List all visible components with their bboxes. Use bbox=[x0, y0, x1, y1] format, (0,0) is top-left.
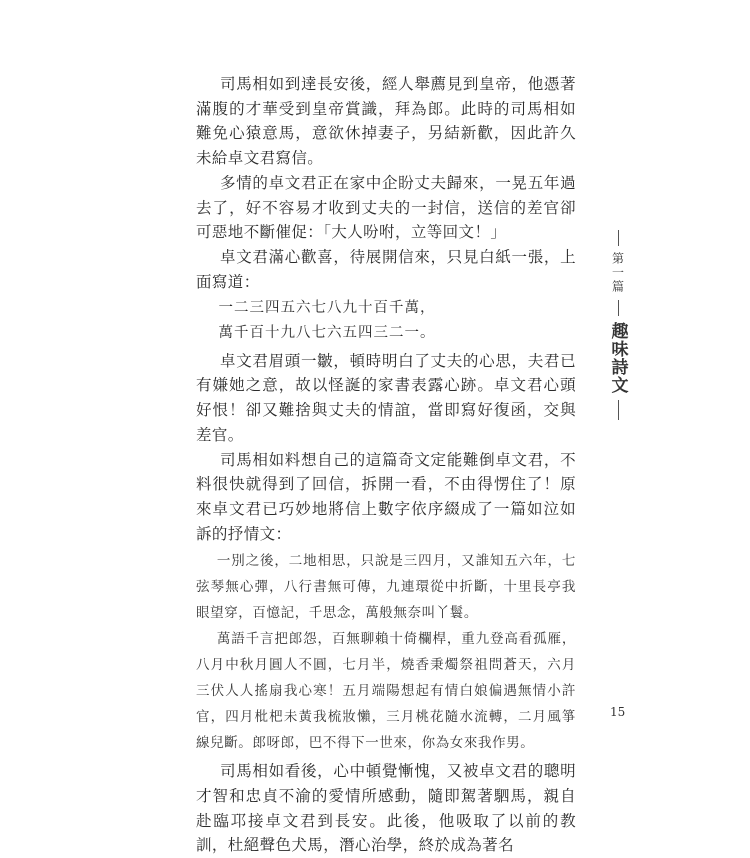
chapter-label: 第一篇 bbox=[610, 252, 625, 294]
numbers-line-1: 一二三四五六七八九十百千萬， bbox=[218, 300, 436, 317]
paragraph-5: 司馬相如料想自己的這篇奇文定能難倒卓文君，不料很快就得到了回信，拆開一看，不由得愣住了！原來卓文君已巧妙地將信上數字依序綴成了一篇如泣如訴的抒情文： bbox=[196, 450, 576, 543]
paragraph-6: 司馬相如看後，心中頓覺慚愧，又被卓文君的聰明才智和忠貞不渝的愛情所感動，隨即駕著駟馬，親自赴臨邛接卓文君到長安。此後，他吸取了以前的教訓，杜絕聲色犬馬，潛心治學，終於成為著名 bbox=[196, 762, 576, 855]
letter-stanza-2: 萬語千言把郎怨，百無聊賴十倚欄桿，重九登高看孤雁，八月中秋月圓人不圓，七月半，燒香秉燭祭祖問蒼天，六月三伏人人搖扇我心寒！五月端陽想起有情白娘偏遇無情小許官，四月枇杷未黃我梳妝懶，三月桃花隨水流轉，二月風箏線兒斷。郎呀郎，巴不得下一世來，你為女來我作男。 bbox=[196, 631, 576, 752]
paragraph-2: 多情的卓文君正在家中企盼丈夫歸來，一晃五年過去了，好不容易才收到丈夫的一封信，送信的差官卻可惡地不斷催促：「大人吩咐，立等回文！」 bbox=[196, 173, 576, 242]
numbers-line-2: 萬千百十九八七六五四三二一。 bbox=[218, 325, 436, 342]
chapter-sidebar bbox=[604, 230, 632, 420]
paragraph-4: 卓文君眉頭一皺，頓時明白了丈夫的心思，夫君已有嫌她之意，故以怪誕的家書表露心跡。卓文君心頭好恨！卻又難捨與丈夫的情誼，當即寫好復函，交與差官。 bbox=[196, 351, 576, 444]
letter-stanza-1: 一別之後，二地相思，只說是三四月，又誰知五六年，七弦琴無心彈，八行書無可傳，九連環從中折斷，十里長亭我眼望穿，百憶記，千思念，萬般無奈叫丫鬟。 bbox=[196, 553, 576, 622]
chapter-title: 趣味詩文 bbox=[607, 322, 628, 394]
sidebar-rule-top bbox=[618, 230, 619, 246]
sidebar-rule-middle bbox=[618, 300, 619, 316]
paragraph-1: 司馬相如到達長安後，經人舉薦見到皇帝，他憑著滿腹的才華受到皇帝賞識，拜為郎。此時的司馬相如難免心猿意馬，意欲休掉妻子，另結新歡，因此許久未給卓文君寫信。 bbox=[196, 75, 576, 168]
body-text bbox=[196, 72, 576, 858]
sidebar-rule-bottom bbox=[618, 400, 619, 420]
page-number: 15 bbox=[610, 705, 626, 719]
paragraph-3: 卓文君滿心歡喜，待展開信來，只見白紙一張，上面寫道： bbox=[196, 247, 576, 291]
